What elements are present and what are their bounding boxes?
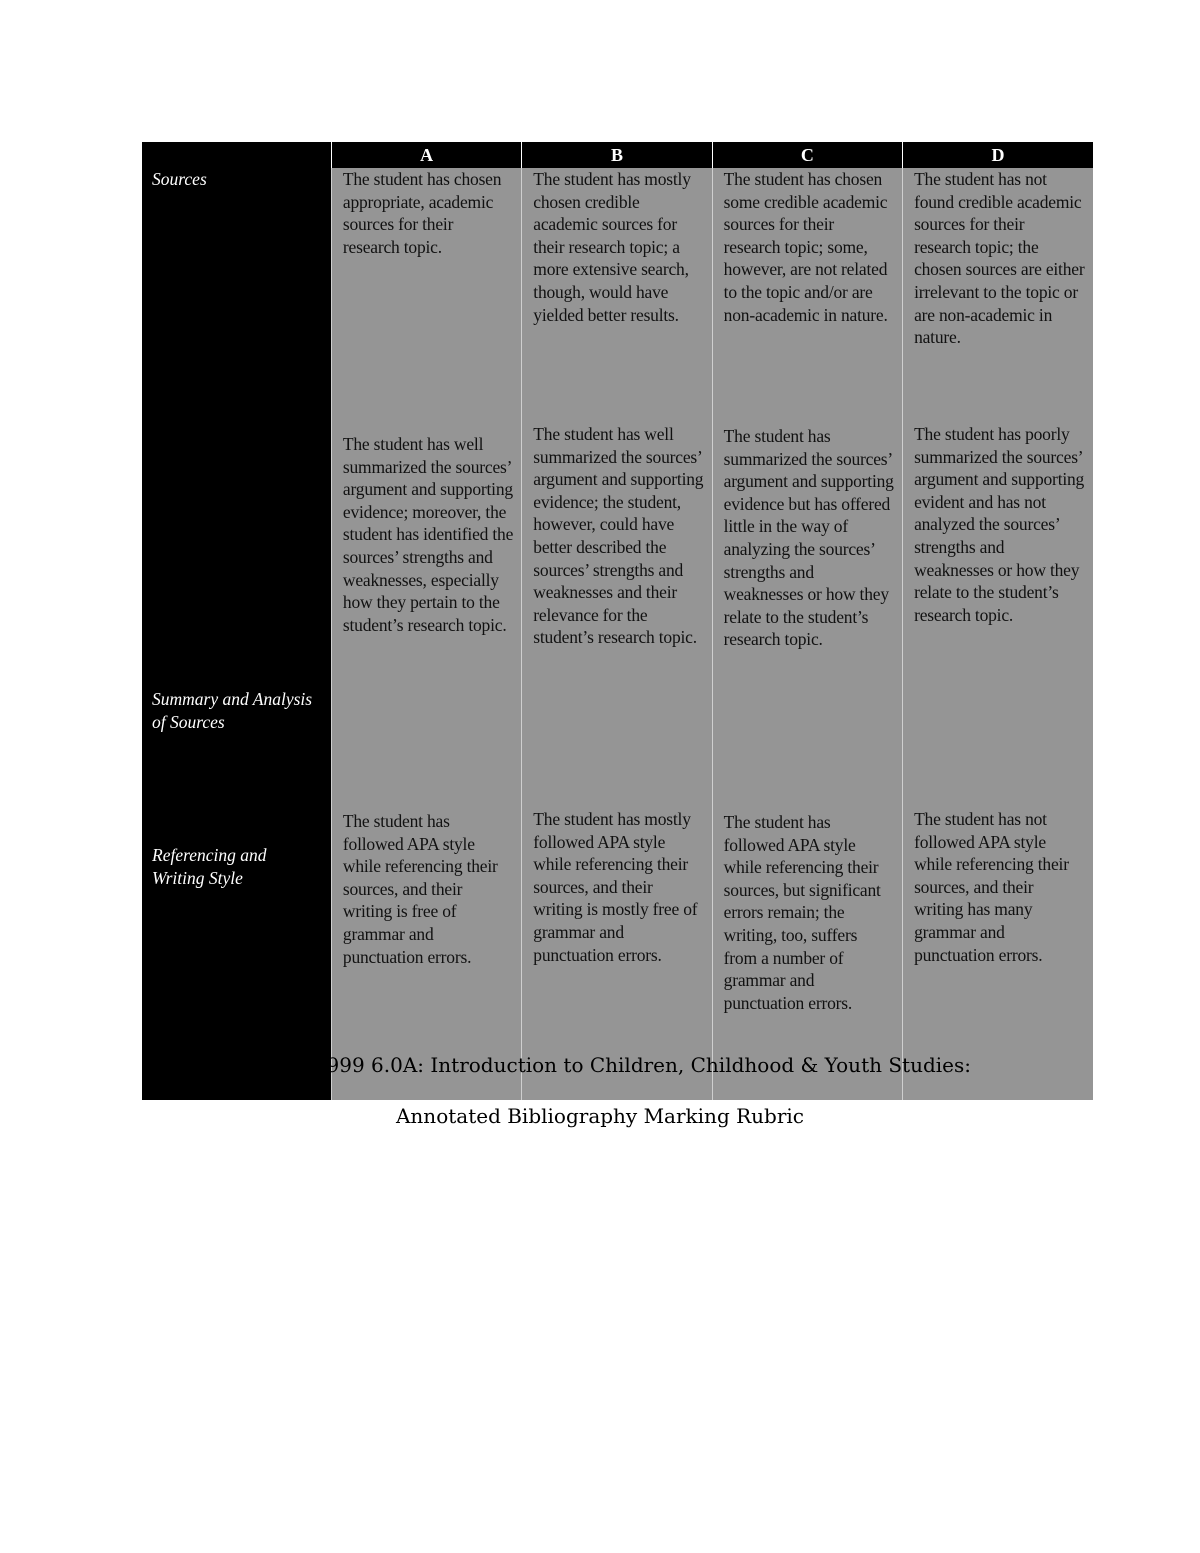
grade-a-descriptor: The student has followed APA style while referencing their sources, and their writing is free of grammar and punctuation errors. — [331, 808, 521, 1100]
grade-d-descriptor: The student has not followed APA style while referencing their sources, and their writing has many grammar and punctuation errors. — [903, 808, 1093, 1100]
marking-rubric-table — [142, 142, 1093, 1100]
header-grade-c: C — [712, 142, 902, 168]
rubric-title: Annotated Bibliography Marking Rubric — [395, 1104, 805, 1128]
grade-d-descriptor: The student has not found credible academic sources for their research topic; the chosen sources are either irrelevant to the topic or are non-academic in nature. — [903, 168, 1093, 423]
header-grade-b: B — [522, 142, 712, 168]
grade-a-descriptor: The student has chosen appropriate, academic sources for their research topic. — [331, 168, 521, 423]
grade-c-descriptor: The student has summarized the sources’ argument and supporting evidence but has offered little in the way of analyzing the sources’ strengths and weaknesses or how they relate to the student’s research topic. — [712, 423, 902, 808]
criterion-label: Sources — [142, 168, 331, 423]
grade-a-descriptor: The student has well summarized the sources’ argument and supporting evidence; moreover, the student has identified the sources’ strengths and weaknesses, especially how they pertain to the student’s research topic. — [331, 423, 521, 808]
criterion-label: Referencing and Writing Style — [142, 808, 331, 1100]
criterion-label: Summary and Analysis of Sources — [142, 423, 331, 808]
rubric-header-row — [142, 142, 1093, 168]
header-grade-a: A — [331, 142, 521, 168]
header-criterion — [142, 142, 331, 168]
rubric-row-sources — [142, 168, 1093, 423]
grade-b-descriptor: The student has well summarized the sources’ argument and supporting evidence; the student, however, could have better described the sources’ strengths and weaknesses and their relevance for the student’s research topic. — [522, 423, 712, 808]
grade-d-descriptor: The student has poorly summarized the sources’ argument and supporting evident and has not analyzed the sources’ strengths and weaknesses or how they relate to the student’s research topic. — [903, 423, 1093, 808]
grade-c-descriptor: The student has followed APA style while referencing their sources, but significant errors remain; the writing, too, suffers from a number of grammar and punctuation errors. — [712, 808, 902, 1100]
grade-b-descriptor: The student has mostly chosen credible academic sources for their research topic; a more extensive search, though, would have yielded better results. — [522, 168, 712, 423]
grade-b-descriptor: The student has mostly followed APA style while referencing their sources, and their writing is mostly free of grammar and punctuation errors. — [522, 808, 712, 1100]
header-grade-d: D — [903, 142, 1093, 168]
rubric-row-summary-analysis — [142, 423, 1093, 808]
grade-c-descriptor: The student has chosen some credible academic sources for their research topic; some, however, are not related to the topic and/or are non-academic in nature. — [712, 168, 902, 423]
course-title: AP/CCY 1999 6.0A: Introduction to Children, Childhood & Youth Studies: — [228, 1053, 971, 1077]
